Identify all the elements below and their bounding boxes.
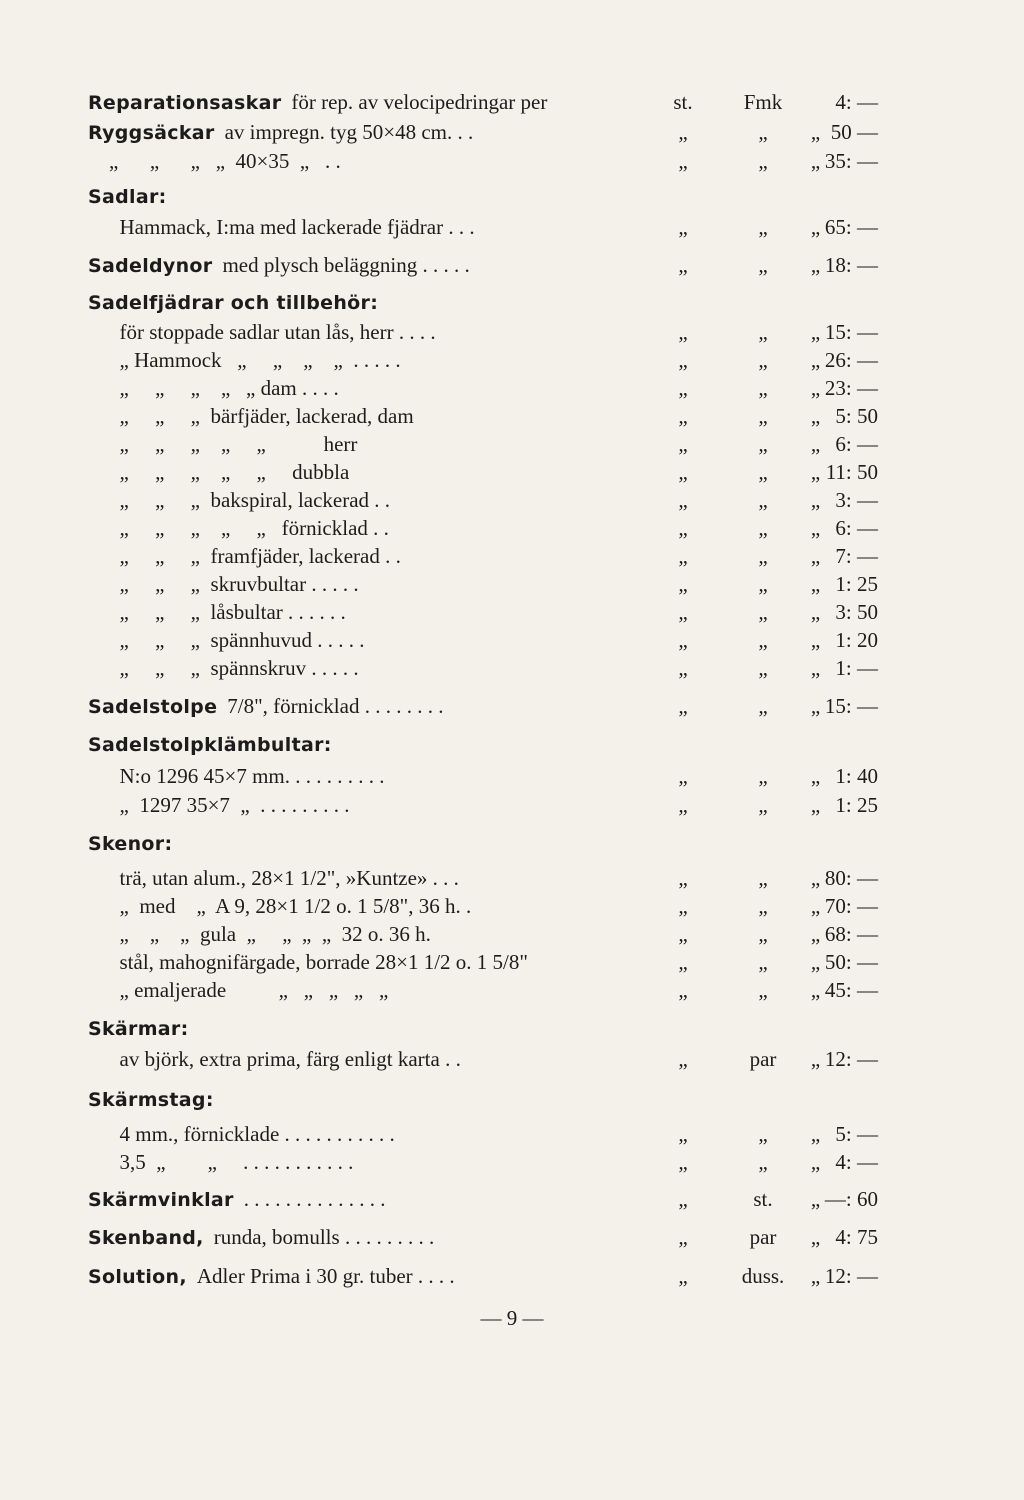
- unit-column: „: [758, 764, 768, 788]
- catalog-line: [88, 1120, 878, 1148]
- item-text: av björk, extra prima, färg enligt karta . .: [88, 1047, 461, 1071]
- ditto-column-1: „: [678, 922, 688, 946]
- price-columns: [648, 458, 878, 486]
- item-description: [88, 430, 357, 458]
- item-description: [88, 976, 388, 1004]
- item-description: [88, 1223, 434, 1252]
- item-description: [88, 948, 528, 976]
- item-description: [88, 374, 339, 402]
- ditto-column-3: „: [810, 320, 821, 344]
- catalog-line: [88, 251, 878, 279]
- item-text: stål, mahognifärgade, borrade 28×1 1/2 o. 1 5/8": [88, 950, 528, 974]
- item-text: „ „ „ „ „ dam . . . .: [88, 376, 339, 400]
- ditto-column-3: „: [810, 600, 821, 624]
- ditto-column-1: „: [678, 1225, 688, 1249]
- ditto-column-3: „: [810, 1264, 821, 1288]
- unit-column: „: [758, 404, 768, 428]
- catalog-line: [88, 920, 878, 948]
- ditto-column-1: „: [678, 764, 688, 788]
- unit-column: par: [749, 1047, 777, 1071]
- item-description: [88, 458, 349, 486]
- price-columns: [648, 1045, 878, 1073]
- catalog-line: [88, 791, 878, 819]
- catalog-line: [88, 570, 878, 598]
- unit-column: „: [758, 978, 768, 1002]
- item-description: [88, 829, 182, 858]
- price-columns: [648, 948, 878, 976]
- price: 1: 25: [835, 572, 878, 596]
- unit-column: „: [758, 922, 768, 946]
- price: 4: 75: [835, 1225, 878, 1249]
- unit-column: „: [758, 215, 768, 239]
- catalog-line: [88, 118, 878, 146]
- item-description: [88, 892, 471, 920]
- ditto-column-1: „: [678, 793, 688, 817]
- item-heading: Skärmar:: [88, 1018, 189, 1040]
- catalog-line: [88, 1085, 878, 1113]
- catalog-line: [88, 213, 878, 241]
- catalog-line: [88, 598, 878, 626]
- ditto-column-3: „: [810, 348, 821, 372]
- item-description: [88, 182, 177, 211]
- price: 5: —: [835, 1122, 878, 1146]
- item-description: [88, 1120, 395, 1148]
- item-text: för rep. av velocipedringar per: [291, 90, 548, 114]
- ditto-column-1: st.: [673, 90, 693, 114]
- ditto-column-3: „: [810, 120, 821, 144]
- price: 12: —: [824, 1264, 878, 1288]
- ditto-column-1: „: [678, 866, 688, 890]
- item-heading: Sadelstolpe: [88, 696, 218, 718]
- price-columns: [648, 791, 878, 819]
- item-description: [88, 570, 359, 598]
- price-columns: [648, 318, 878, 346]
- item-heading: Reparationsaskar: [88, 92, 282, 114]
- price-columns: [648, 762, 878, 790]
- item-description: [88, 1262, 455, 1291]
- price-columns: [648, 374, 878, 402]
- ditto-column-1: „: [678, 600, 688, 624]
- price-columns: [648, 1185, 878, 1213]
- item-description: [88, 791, 350, 819]
- ditto-column-1: „: [678, 978, 688, 1002]
- ditto-column-3: „: [810, 253, 821, 277]
- ditto-column-1: „: [678, 628, 688, 652]
- unit-column: „: [758, 600, 768, 624]
- catalog-line: [88, 654, 878, 682]
- item-description: [88, 288, 388, 317]
- price: 35: —: [824, 149, 878, 173]
- ditto-column-1: „: [678, 488, 688, 512]
- ditto-column-1: „: [678, 215, 688, 239]
- ditto-column-3: „: [810, 694, 821, 718]
- catalog-line: [88, 318, 878, 346]
- item-heading: Sadelfjädrar och tillbehör:: [88, 292, 379, 314]
- price: 1: 20: [835, 628, 878, 652]
- catalog-line: [88, 542, 878, 570]
- price-columns: [648, 514, 878, 542]
- catalog-line: [88, 458, 878, 486]
- catalog-line: [88, 288, 878, 316]
- ditto-column-1: „: [678, 572, 688, 596]
- catalog-line: [88, 182, 878, 210]
- price-columns: [648, 88, 878, 116]
- price-columns: [648, 213, 878, 241]
- item-description: [88, 1185, 385, 1214]
- item-text: runda, bomulls . . . . . . . . .: [213, 1225, 435, 1249]
- item-heading: Skärmvinklar: [88, 1189, 234, 1211]
- item-text: „ „ „ gula „ „ „ „ 32 o. 36 h.: [88, 922, 431, 946]
- ditto-column-3: „: [810, 866, 821, 890]
- price: 12: —: [824, 1047, 878, 1071]
- ditto-column-3: „: [810, 1187, 821, 1211]
- price: 65: —: [824, 215, 878, 239]
- item-text: för stoppade sadlar utan lås, herr . . . .: [88, 320, 436, 344]
- item-text: „ „ „ spännskruv . . . . .: [88, 656, 359, 680]
- catalog-line: [88, 626, 878, 654]
- ditto-column-3: „: [810, 922, 821, 946]
- item-text: „ „ „ bärfjäder, lackerad, dam: [88, 404, 414, 428]
- ditto-column-1: „: [678, 1150, 688, 1174]
- unit-column: „: [758, 694, 768, 718]
- unit-column: „: [758, 120, 768, 144]
- item-description: [88, 598, 346, 626]
- item-text: 3,5 „ „ . . . . . . . . . . .: [88, 1150, 354, 1174]
- item-description: [88, 692, 443, 721]
- unit-column: „: [758, 432, 768, 456]
- ditto-column-3: „: [810, 149, 821, 173]
- catalog-line: [88, 762, 878, 790]
- price-columns: [648, 251, 878, 279]
- price-columns: [648, 626, 878, 654]
- price: 3: 50: [835, 600, 878, 624]
- price: 26: —: [824, 348, 878, 372]
- unit-column: „: [758, 894, 768, 918]
- catalog-line: [88, 514, 878, 542]
- ditto-column-1: „: [678, 516, 688, 540]
- ditto-column-3: „: [810, 950, 821, 974]
- ditto-column-1: „: [678, 404, 688, 428]
- catalog-line: [88, 402, 878, 430]
- catalog-line: [88, 147, 878, 175]
- ditto-column-1: „: [678, 376, 688, 400]
- ditto-column-1: „: [678, 544, 688, 568]
- price-columns: [648, 147, 878, 175]
- catalog-line: [88, 692, 878, 720]
- item-description: [88, 626, 364, 654]
- price: 4: —: [835, 90, 878, 114]
- ditto-column-1: „: [678, 253, 688, 277]
- item-text: Adler Prima i 30 gr. tuber . . . .: [196, 1264, 455, 1288]
- catalog-line: [88, 1014, 878, 1042]
- ditto-column-3: „: [810, 894, 821, 918]
- price: 50: —: [824, 950, 878, 974]
- item-text: „ „ „ „ „ dubbla: [88, 460, 350, 484]
- ditto-column-3: „: [810, 432, 821, 456]
- item-text: . . . . . . . . . . . . . .: [243, 1187, 386, 1211]
- ditto-column-3: „: [810, 1225, 821, 1249]
- item-text: „ „ „ skruvbultar . . . . .: [88, 572, 359, 596]
- item-description: [88, 1085, 224, 1114]
- item-text: „ „ „ „ 40×35 „ . .: [88, 149, 341, 173]
- item-description: [88, 88, 547, 117]
- ditto-column-1: „: [678, 894, 688, 918]
- price-columns: [648, 486, 878, 514]
- price: 18: —: [824, 253, 878, 277]
- item-description: [88, 213, 475, 241]
- item-description: [88, 920, 431, 948]
- item-heading: Skärmstag:: [88, 1089, 214, 1111]
- unit-column: „: [758, 793, 768, 817]
- catalog-line: [88, 486, 878, 514]
- ditto-column-1: „: [678, 656, 688, 680]
- price: 45: —: [824, 978, 878, 1002]
- item-description: [88, 402, 414, 430]
- item-text: N:o 1296 45×7 mm. . . . . . . . . .: [88, 764, 385, 788]
- ditto-column-1: „: [678, 320, 688, 344]
- catalog-line: [88, 829, 878, 857]
- ditto-column-3: „: [810, 1122, 821, 1146]
- item-text: „ „ „ bakspiral, lackerad . .: [88, 488, 391, 512]
- unit-column: „: [758, 320, 768, 344]
- ditto-column-1: „: [678, 1047, 688, 1071]
- unit-column: „: [758, 572, 768, 596]
- unit-column: „: [758, 516, 768, 540]
- item-text: 4 mm., förnicklade . . . . . . . . . . .: [88, 1122, 395, 1146]
- unit-column: par: [749, 1225, 777, 1249]
- catalog-line: [88, 88, 878, 116]
- price: 70: —: [824, 894, 878, 918]
- item-description: [88, 542, 401, 570]
- ditto-column-1: „: [678, 694, 688, 718]
- item-text: „ „ „ „ „ herr: [88, 432, 358, 456]
- unit-column: „: [758, 253, 768, 277]
- ditto-column-3: „: [810, 376, 821, 400]
- catalog-line: [88, 430, 878, 458]
- unit-column: „: [758, 656, 768, 680]
- unit-column: st.: [753, 1187, 773, 1211]
- price: 1: 40: [835, 764, 878, 788]
- ditto-column-3: „: [810, 572, 821, 596]
- catalog-line: [88, 948, 878, 976]
- ditto-column-1: „: [678, 1187, 688, 1211]
- ditto-column-1: „: [678, 950, 688, 974]
- ditto-column-3: „: [810, 628, 821, 652]
- ditto-column-3: „: [810, 1047, 821, 1071]
- item-description: [88, 654, 359, 682]
- catalog-line: [88, 1185, 878, 1213]
- item-description: [88, 251, 470, 280]
- ditto-column-1: „: [678, 1122, 688, 1146]
- price: 50 —: [830, 120, 878, 144]
- catalog-line: [88, 1262, 878, 1290]
- ditto-column-1: „: [678, 348, 688, 372]
- price: 1: —: [835, 656, 878, 680]
- item-description: [88, 1148, 353, 1176]
- item-description: [88, 762, 385, 790]
- price-columns: [648, 570, 878, 598]
- catalog-line: [88, 1148, 878, 1176]
- price-columns: [648, 692, 878, 720]
- price: 5: 50: [835, 404, 878, 428]
- ditto-column-3: „: [810, 215, 821, 239]
- item-description: [88, 118, 473, 147]
- unit-column: „: [758, 950, 768, 974]
- item-heading: Skenor:: [88, 833, 173, 855]
- price: 23: —: [824, 376, 878, 400]
- ditto-column-3: „: [810, 793, 821, 817]
- item-text: „ „ „ framfjäder, lackerad . .: [88, 544, 401, 568]
- price: 11: 50: [825, 460, 878, 484]
- catalog-line: [88, 864, 878, 892]
- item-text: „ „ „ „ „ förnicklad . .: [88, 516, 389, 540]
- price: 7: —: [835, 544, 878, 568]
- item-text: „ emaljerade „ „ „ „ „: [88, 978, 389, 1002]
- price-columns: [648, 402, 878, 430]
- ditto-column-1: „: [678, 120, 688, 144]
- item-heading: Sadelstolpklämbultar:: [88, 734, 332, 756]
- catalog-line: [88, 346, 878, 374]
- catalog-line: [88, 976, 878, 1004]
- item-heading: Sadlar:: [88, 186, 167, 208]
- ditto-column-3: „: [810, 656, 821, 680]
- item-text: „ „ „ låsbultar . . . . . .: [88, 600, 346, 624]
- item-text: av impregn. tyg 50×48 cm. . .: [224, 120, 474, 144]
- item-text: med plysch beläggning . . . . .: [222, 253, 470, 277]
- price-columns: [648, 1120, 878, 1148]
- unit-column: „: [758, 1122, 768, 1146]
- item-description: [88, 1014, 199, 1043]
- item-description: [88, 864, 459, 892]
- unit-column: „: [758, 348, 768, 372]
- price: —: 60: [824, 1187, 878, 1211]
- price: 80: —: [824, 866, 878, 890]
- price-columns: [648, 1223, 878, 1251]
- item-description: [88, 346, 401, 374]
- item-text: „ 1297 35×7 „ . . . . . . . . .: [88, 793, 350, 817]
- unit-column: Fmk: [743, 90, 783, 114]
- price: 6: —: [835, 516, 878, 540]
- ditto-column-3: „: [810, 516, 821, 540]
- price-columns: [648, 346, 878, 374]
- ditto-column-3: „: [810, 404, 821, 428]
- item-heading: Sadeldynor: [88, 255, 213, 277]
- price-columns: [648, 1262, 878, 1290]
- item-description: [88, 147, 341, 175]
- unit-column: „: [758, 628, 768, 652]
- catalog-line: [88, 1045, 878, 1073]
- price-columns: [648, 598, 878, 626]
- unit-column: „: [758, 866, 768, 890]
- catalog-line: [88, 730, 878, 758]
- price-columns: [648, 864, 878, 892]
- ditto-column-1: „: [678, 432, 688, 456]
- catalog-line: [88, 892, 878, 920]
- ditto-column-3: „: [810, 978, 821, 1002]
- ditto-column-3: „: [810, 544, 821, 568]
- unit-column: „: [758, 376, 768, 400]
- price-columns: [648, 976, 878, 1004]
- item-text: trä, utan alum., 28×1 1/2", »Kuntze» . . .: [88, 866, 459, 890]
- price: 6: —: [835, 432, 878, 456]
- item-heading: Skenband,: [88, 1227, 204, 1249]
- item-text: 7/8", förnicklad . . . . . . . .: [227, 694, 444, 718]
- price-columns: [648, 118, 878, 146]
- unit-column: „: [758, 1150, 768, 1174]
- price: 3: —: [835, 488, 878, 512]
- ditto-column-3: „: [810, 488, 821, 512]
- page-number: — 9 —: [480, 1306, 544, 1330]
- item-heading: Ryggsäckar: [88, 122, 215, 144]
- ditto-column-1: „: [678, 1264, 688, 1288]
- item-text: „ Hammock „ „ „ „ . . . . .: [88, 348, 401, 372]
- ditto-column-3: „: [810, 764, 821, 788]
- item-description: [88, 730, 342, 759]
- item-description: [88, 318, 436, 346]
- price: 68: —: [824, 922, 878, 946]
- unit-column: „: [758, 488, 768, 512]
- item-text: „ „ „ spännhuvud . . . . .: [88, 628, 365, 652]
- price-columns: [648, 654, 878, 682]
- unit-column: „: [758, 544, 768, 568]
- price-columns: [648, 430, 878, 458]
- price-columns: [648, 920, 878, 948]
- ditto-column-3: „: [810, 1150, 821, 1174]
- unit-column: duss.: [741, 1264, 785, 1288]
- catalog-line: [88, 1223, 878, 1251]
- price: 4: —: [835, 1150, 878, 1174]
- item-description: [88, 514, 389, 542]
- ditto-column-1: „: [678, 460, 688, 484]
- item-heading: Solution,: [88, 1266, 187, 1288]
- item-description: [88, 1045, 461, 1073]
- ditto-column-3: „: [810, 460, 821, 484]
- unit-column: „: [758, 460, 768, 484]
- catalog-line: [88, 374, 878, 402]
- item-text: Hammack, I:ma med lackerade fjädrar . . .: [88, 215, 475, 239]
- item-text: „ med „ A 9, 28×1 1/2 o. 1 5/8", 36 h. .: [88, 894, 472, 918]
- price: 15: —: [824, 694, 878, 718]
- price-columns: [648, 1148, 878, 1176]
- price-columns: [648, 542, 878, 570]
- price-columns: [648, 892, 878, 920]
- item-description: [88, 486, 390, 514]
- unit-column: „: [758, 149, 768, 173]
- price: 1: 25: [835, 793, 878, 817]
- price: 15: —: [824, 320, 878, 344]
- ditto-column-1: „: [678, 149, 688, 173]
